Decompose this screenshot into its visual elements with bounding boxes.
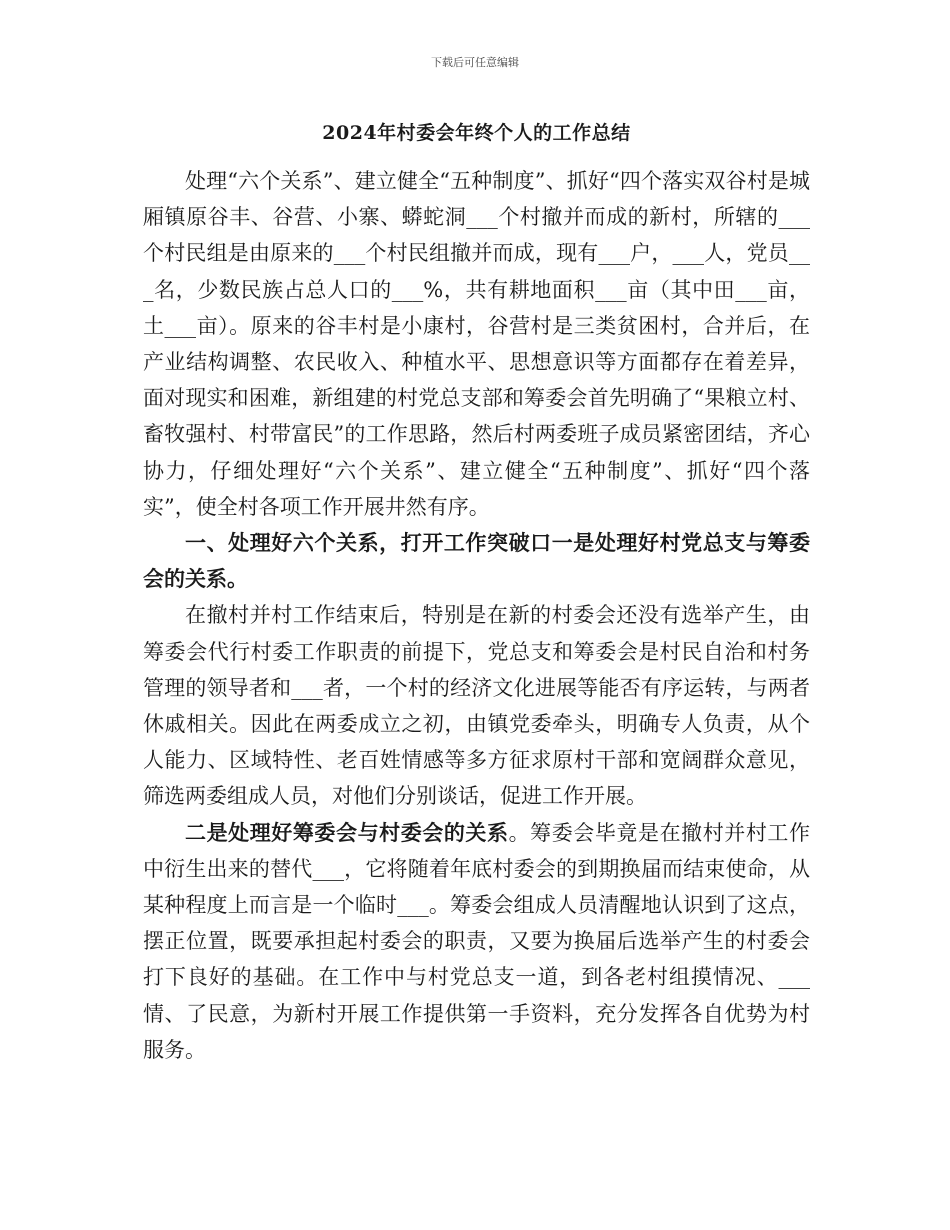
paragraph-section-1: 在撤村并村工作结束后，特别是在新的村委会还没有选举产生，由筹委会代行村委工作职责的前提下，党总支和筹委会是村民自治和村务管理的领导者和___者，一个村的经济文化进展等能否有序运转，与两者休戚相关。因此在两委成立之初，由镇党委牵头，明确专人负责，从个人能力、区域特性、老百姓情感等多方征求原村干部和宽阔群众意见，筛选两委组成人员，对他们分别谈话，促进工作开展。 <box>143 603 810 809</box>
document-body <box>143 118 810 1068</box>
paragraph-section-2-body: 。筹委会毕竟是在撤村并村工作中衍生出来的替代___，它将随着年底村委会的到期换届而结束使命，从某种程度上而言是一个临时___。筹委会组成人员清醒地认识到了这点，摆正位置，既要承担起村委会的职责，又要为换届后选举产生的村委会打下良好的基础。在工作中与村党总支一道，到各老村组摸情况、___情、了民意，为新村开展工作提供第一手资料，充分发挥各自优势为村服务。 <box>143 820 811 1062</box>
paragraph-intro: 处理“六个关系”、建立健全“五种制度”、抓好“四个落实双谷村是城厢镇原谷丰、谷营、小寨、蟒蛇洞___个村撤并而成的新村，所辖的___个村民组是由原来的___个村民组撤并而成，现有___户，___人，党员___名，少数民族占总人口的___%，共有耕地面积___亩（其中田___亩，土___亩）。原来的谷丰村是小康村，谷营村是三类贫困村，合并后，在产业结构调整、农民收入、种植水平、思想意识等方面都存在着差异，面对现实和困难，新组建的村党总支部和筹委会首先明确了“果粮立村、畜牧强村、村带富民”的工作思路，然后村两委班子成员紧密团结，齐心协力，仔细处理好“六个关系”、建立健全“五种制度”、抓好“四个落实”，使全村各项工作开展井然有序。 <box>143 169 810 519</box>
section-heading-1: 一、处理好六个关系，打开工作突破口一是处理好村党总支与筹委会的关系。 <box>143 530 810 592</box>
paragraph-section-2 <box>143 815 810 1068</box>
document-title: 2024年村委会年终个人的工作总结 <box>322 122 631 144</box>
header-note: 下载后可任意编辑 <box>431 56 519 69</box>
paragraph-section-2-lead: 二是处理好筹委会与村委会的关系 <box>185 819 509 845</box>
